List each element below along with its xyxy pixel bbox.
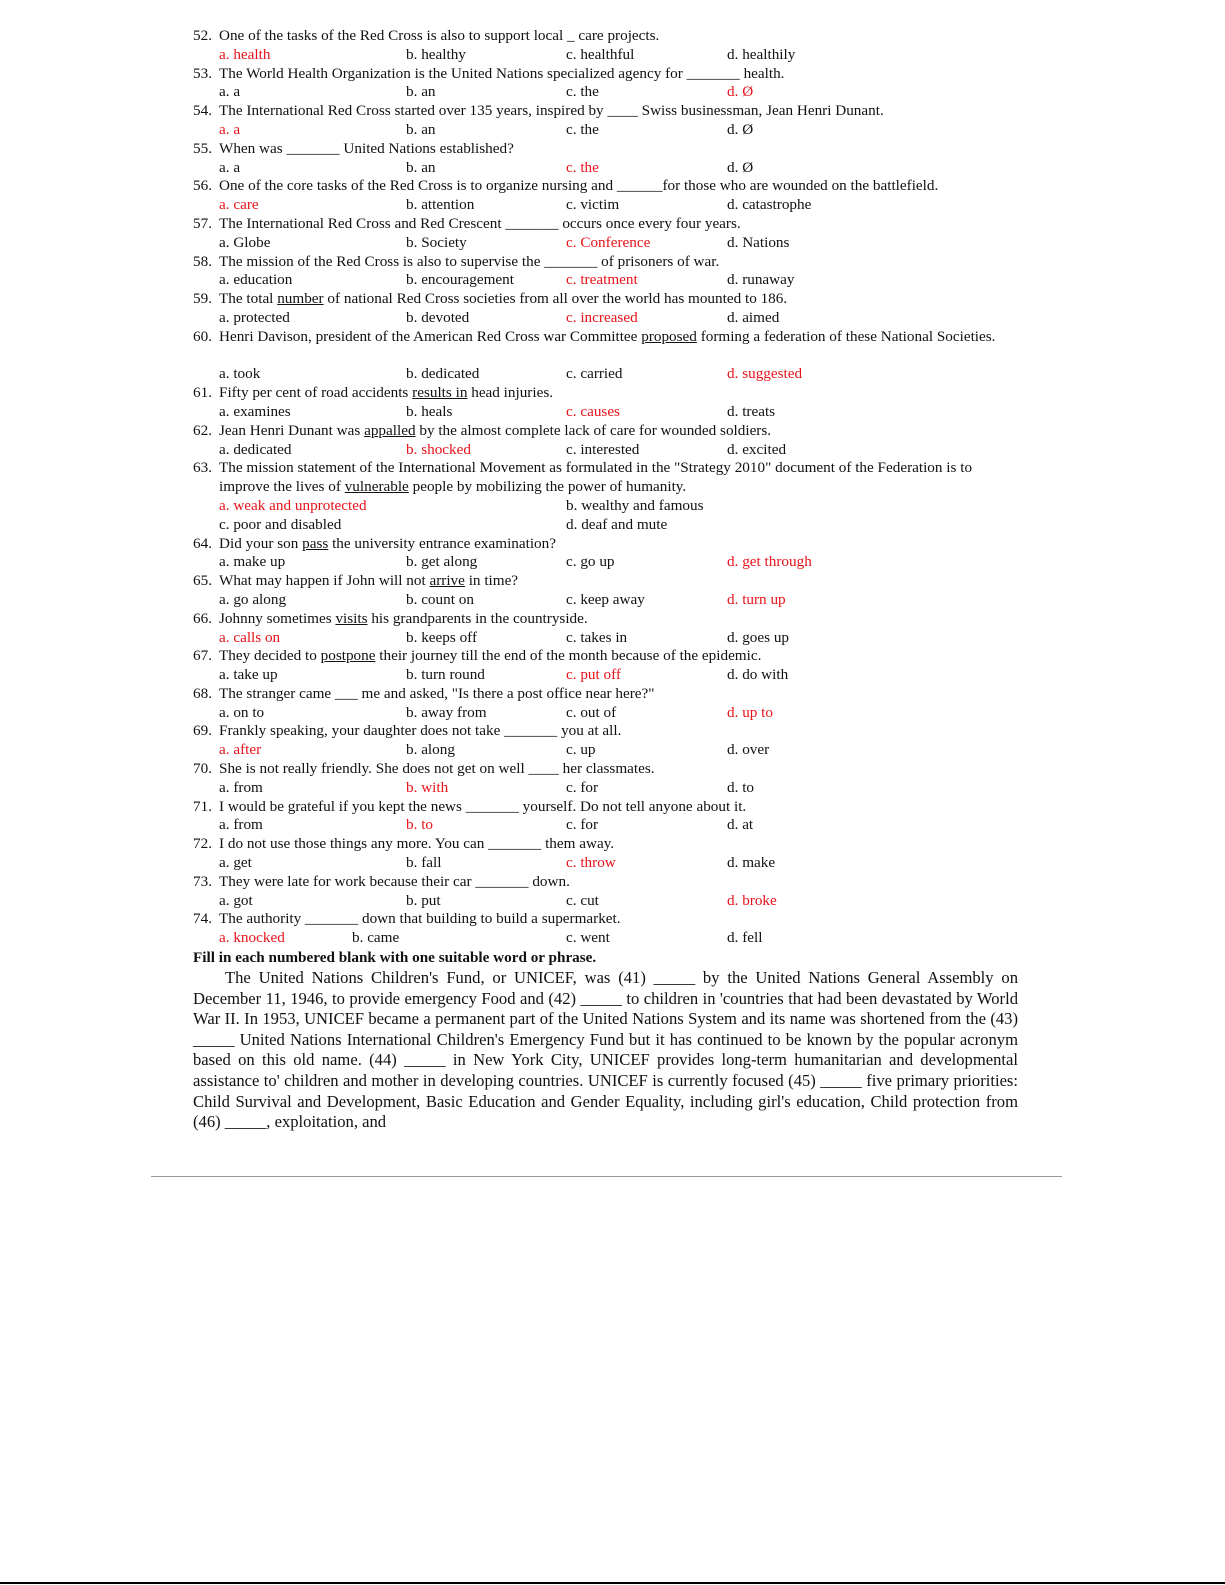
question-57 xyxy=(193,215,1018,234)
options-row xyxy=(193,929,1018,948)
question-text-segment: Johnny sometimes xyxy=(219,609,336,627)
question-number: 60. xyxy=(193,327,212,345)
options-row xyxy=(193,271,1018,290)
question-text xyxy=(219,422,1018,441)
correct-answer-option: a. a xyxy=(219,120,241,138)
question-text xyxy=(219,722,1018,741)
options-row xyxy=(193,516,1018,535)
question-text xyxy=(219,835,1018,854)
question-text-segment: The stranger came ___ me and asked, "Is there a post office near here?" xyxy=(219,684,655,702)
answer-option: a. got xyxy=(219,891,253,909)
question-64 xyxy=(193,535,1018,554)
question-text-segment: in time? xyxy=(464,572,519,590)
answer-option: d. make xyxy=(727,854,776,872)
correct-answer-option: a. calls on xyxy=(219,628,281,646)
answer-option: c. went xyxy=(566,929,610,947)
answer-option: b. an xyxy=(406,120,436,138)
question-number: 55. xyxy=(193,139,212,157)
options-row xyxy=(193,309,1018,328)
options-row xyxy=(193,629,1018,648)
question-60 xyxy=(193,328,1018,366)
question-text-segment: Frankly speaking, your daughter does not take _______ you at all. xyxy=(219,722,622,740)
answer-option: c. up xyxy=(566,741,596,759)
question-text xyxy=(219,572,1018,591)
answer-option: c. for xyxy=(566,778,599,796)
answer-option: d. do with xyxy=(727,666,789,684)
answer-option: d. healthily xyxy=(727,45,796,63)
options-row xyxy=(193,83,1018,102)
answer-option: c. cut xyxy=(566,891,599,909)
answer-option: d. at xyxy=(727,816,754,834)
question-number: 63. xyxy=(193,459,212,477)
question-66 xyxy=(193,610,1018,629)
options-row xyxy=(193,497,1018,516)
worksheet-page xyxy=(193,27,1018,1133)
correct-answer-option: c. Conference xyxy=(566,233,651,251)
options-row xyxy=(193,403,1018,422)
question-number: 70. xyxy=(193,760,212,778)
answer-option: b. devoted xyxy=(406,308,470,326)
question-58 xyxy=(193,253,1018,272)
correct-answer-option: a. care xyxy=(219,196,259,214)
question-62 xyxy=(193,422,1018,441)
question-63 xyxy=(193,459,1018,497)
answer-option: a. get xyxy=(219,854,252,872)
question-text xyxy=(219,685,1018,704)
underlined-word: postpone xyxy=(320,647,376,665)
answer-option: b. an xyxy=(406,83,436,101)
question-text xyxy=(219,140,1018,159)
question-text-segment: They were late for work because their car _______ down. xyxy=(219,872,570,890)
answer-option: c. out of xyxy=(566,703,617,721)
options-row xyxy=(193,159,1018,178)
answer-option: b. an xyxy=(406,158,436,176)
question-number: 56. xyxy=(193,177,212,195)
answer-option: b. came xyxy=(352,929,400,947)
answer-option: a. from xyxy=(219,816,263,834)
question-text-segment: The International Red Cross and Red Crescent _______ occurs once every four years. xyxy=(219,214,741,232)
answer-option: a. a xyxy=(219,83,241,101)
options-row xyxy=(193,365,1018,384)
question-text xyxy=(219,647,1018,666)
answer-option: a. from xyxy=(219,778,263,796)
question-65 xyxy=(193,572,1018,591)
answer-option: d. treats xyxy=(727,402,776,420)
answer-option: a. a xyxy=(219,158,241,176)
answer-option: c. poor and disabled xyxy=(219,515,342,533)
correct-answer-option: c. treatment xyxy=(566,271,638,289)
question-number: 62. xyxy=(193,421,212,439)
answer-option: a. take up xyxy=(219,666,278,684)
question-number: 69. xyxy=(193,722,212,740)
question-number: 65. xyxy=(193,572,212,590)
question-text xyxy=(219,215,1018,234)
question-text xyxy=(219,102,1018,121)
question-text-segment: by the almost complete lack of care for wounded soldiers. xyxy=(415,421,772,439)
question-text-segment: I do not use those things any more. You can _______ them away. xyxy=(219,835,615,853)
question-text-segment: head injuries. xyxy=(467,384,554,402)
question-text-segment: They decided to xyxy=(219,647,321,665)
answer-option: c. takes in xyxy=(566,628,628,646)
question-text-segment: The International Red Cross started over 135 years, inspired by ____ Swiss businessman, Jean Henri Dunant. xyxy=(219,102,884,120)
question-text-segment: The mission statement of the International Movement as formulated in the "Strategy 2010" document of the Federation is to improve the lives of xyxy=(219,459,973,496)
question-text xyxy=(219,610,1018,629)
answer-option: a. dedicated xyxy=(219,440,292,458)
question-68 xyxy=(193,685,1018,704)
answer-option: d. catastrophe xyxy=(727,196,812,214)
answer-option: c. interested xyxy=(566,440,640,458)
question-number: 72. xyxy=(193,835,212,853)
underlined-word: proposed xyxy=(641,327,697,345)
question-number: 74. xyxy=(193,910,212,928)
underlined-word: vulnerable xyxy=(344,478,409,496)
answer-option: d. aimed xyxy=(727,308,780,326)
question-text xyxy=(219,459,1018,497)
answer-option: b. heals xyxy=(406,402,453,420)
question-text xyxy=(219,27,1018,46)
question-number: 59. xyxy=(193,290,212,308)
question-text-segment: When was _______ United Nations established? xyxy=(219,139,514,157)
answer-option: a. make up xyxy=(219,553,286,571)
answer-option: c. the xyxy=(566,83,599,101)
correct-answer-option: d. broke xyxy=(727,891,777,909)
question-text xyxy=(219,253,1018,272)
answer-option: b. turn round xyxy=(406,666,485,684)
correct-answer-option: a. after xyxy=(219,741,262,759)
question-text-segment: Did your son xyxy=(219,534,303,552)
answer-option: a. go along xyxy=(219,590,287,608)
answer-option: a. examines xyxy=(219,402,291,420)
question-text-segment: Jean Henri Dunant was xyxy=(219,421,365,439)
correct-answer-option: a. health xyxy=(219,45,271,63)
answer-option: a. on to xyxy=(219,703,265,721)
question-text xyxy=(219,760,1018,779)
options-row xyxy=(193,234,1018,253)
answer-option: c. for xyxy=(566,816,599,834)
correct-answer-option: c. the xyxy=(566,158,599,176)
answer-option: d. to xyxy=(727,778,755,796)
question-text xyxy=(219,910,1018,929)
question-59 xyxy=(193,290,1018,309)
options-row xyxy=(193,666,1018,685)
question-number: 68. xyxy=(193,684,212,702)
answer-option: d. runaway xyxy=(727,271,795,289)
correct-answer-option: a. knocked xyxy=(219,929,285,947)
question-73 xyxy=(193,873,1018,892)
answer-option: c. the xyxy=(566,120,599,138)
correct-answer-option: c. increased xyxy=(566,308,638,326)
question-55 xyxy=(193,140,1018,159)
answer-option: b. get along xyxy=(406,553,478,571)
question-70 xyxy=(193,760,1018,779)
question-text xyxy=(219,328,1018,347)
correct-answer-option: d. get through xyxy=(727,553,812,571)
question-text-segment: their journey till the end of the month because of the epidemic. xyxy=(375,647,762,665)
answer-option: a. took xyxy=(219,365,261,383)
question-text xyxy=(219,798,1018,817)
correct-answer-option: b. with xyxy=(406,778,449,796)
answer-option: a. education xyxy=(219,271,293,289)
options-row xyxy=(193,553,1018,572)
question-text-segment: of national Red Cross societies from all over the world has mounted to 186. xyxy=(323,290,788,308)
options-row xyxy=(193,741,1018,760)
underlined-word: appalled xyxy=(364,421,416,439)
options-row xyxy=(193,779,1018,798)
answer-option: d. fell xyxy=(727,929,763,947)
question-text-segment: One of the tasks of the Red Cross is also to support local _ care projects. xyxy=(219,27,660,44)
question-52 xyxy=(193,27,1018,46)
question-text-segment: his grandparents in the countryside. xyxy=(367,609,588,627)
question-number: 52. xyxy=(193,27,212,44)
question-number: 61. xyxy=(193,384,212,402)
answer-option: b. wealthy and famous xyxy=(566,496,704,514)
question-number: 58. xyxy=(193,252,212,270)
question-number: 71. xyxy=(193,797,212,815)
question-56 xyxy=(193,177,1018,196)
question-text xyxy=(219,873,1018,892)
question-text-segment: One of the core tasks of the Red Cross is to organize nursing and ______for those who are wounded on the battlefield. xyxy=(219,177,939,195)
underlined-word: visits xyxy=(335,609,368,627)
options-row xyxy=(193,121,1018,140)
answer-option: b. away from xyxy=(406,703,487,721)
question-69 xyxy=(193,722,1018,741)
question-number: 57. xyxy=(193,214,212,232)
question-text-segment: She is not really friendly. She does not get on well ____ her classmates. xyxy=(219,760,655,778)
underlined-word: number xyxy=(277,290,324,308)
answer-option: c. healthful xyxy=(566,45,635,63)
question-61 xyxy=(193,384,1018,403)
answer-option: d. Ø xyxy=(727,158,754,176)
answer-option: b. fall xyxy=(406,854,442,872)
question-text-segment: The authority _______ down that building to build a supermarket. xyxy=(219,910,621,928)
answer-option: d. excited xyxy=(727,440,787,458)
options-row xyxy=(193,892,1018,911)
section-heading: Fill in each numbered blank with one suitable word or phrase. xyxy=(193,949,597,967)
question-72 xyxy=(193,835,1018,854)
answer-option: c. keep away xyxy=(566,590,645,608)
correct-answer-option: b. to xyxy=(406,816,434,834)
options-row xyxy=(193,196,1018,215)
question-text xyxy=(219,177,1018,196)
correct-answer-option: c. throw xyxy=(566,854,616,872)
page-bottom-border xyxy=(0,1582,1225,1584)
answer-option: b. encouragement xyxy=(406,271,514,289)
answer-option: b. count on xyxy=(406,590,474,608)
question-text xyxy=(219,290,1018,309)
question-text-segment: The World Health Organization is the United Nations specialized agency for _______ health. xyxy=(219,64,785,82)
answer-option: b. attention xyxy=(406,196,475,214)
options-row xyxy=(193,816,1018,835)
options-row xyxy=(193,854,1018,873)
options-row xyxy=(193,591,1018,610)
correct-answer-option: c. causes xyxy=(566,402,620,420)
question-text xyxy=(219,384,1018,403)
correct-answer-option: c. put off xyxy=(566,666,621,684)
answer-option: c. go up xyxy=(566,553,615,571)
question-53 xyxy=(193,65,1018,84)
answer-option: d. over xyxy=(727,741,770,759)
page-divider xyxy=(151,1176,1062,1177)
correct-answer-option: d. suggested xyxy=(727,365,803,383)
question-text-segment: the university entrance examination? xyxy=(328,534,556,552)
correct-answer-option: d. up to xyxy=(727,703,773,721)
question-text-segment: I would be grateful if you kept the news _______ yourself. Do not tell anyone about it. xyxy=(219,797,747,815)
options-row xyxy=(193,704,1018,723)
underlined-word: pass xyxy=(302,534,329,552)
underlined-word: arrive xyxy=(429,572,465,590)
answer-option: d. goes up xyxy=(727,628,790,646)
answer-option: b. put xyxy=(406,891,441,909)
answer-option: d. deaf and mute xyxy=(566,515,668,533)
options-row xyxy=(193,441,1018,460)
answer-option: d. Ø xyxy=(727,120,754,138)
question-text-segment: What may happen if John will not xyxy=(219,572,430,590)
answer-option: c. victim xyxy=(566,196,620,214)
question-74 xyxy=(193,910,1018,929)
correct-answer-option: d. Ø xyxy=(727,83,754,101)
answer-option: b. Society xyxy=(406,233,467,251)
answer-option: b. along xyxy=(406,741,455,759)
options-row xyxy=(193,46,1018,65)
question-text-segment: The mission of the Red Cross is also to supervise the _______ of prisoners of war. xyxy=(219,252,720,270)
underlined-word: results in xyxy=(412,384,468,402)
correct-answer-option: a. weak and unprotected xyxy=(219,496,367,514)
answer-option: a. protected xyxy=(219,308,290,326)
question-text-segment: Fifty per cent of road accidents xyxy=(219,384,413,402)
answer-option: b. healthy xyxy=(406,45,466,63)
question-number: 54. xyxy=(193,102,212,120)
question-71 xyxy=(193,798,1018,817)
answer-option: a. Globe xyxy=(219,233,271,251)
question-list xyxy=(193,27,1018,948)
question-number: 66. xyxy=(193,609,212,627)
answer-option: d. Nations xyxy=(727,233,790,251)
question-text-segment: forming a federation of these National Societies. xyxy=(696,327,996,345)
question-text-segment: The total xyxy=(219,290,278,308)
question-text xyxy=(219,65,1018,84)
question-number: 67. xyxy=(193,647,212,665)
answer-option: b. dedicated xyxy=(406,365,480,383)
question-54 xyxy=(193,102,1018,121)
question-67 xyxy=(193,647,1018,666)
question-number: 73. xyxy=(193,872,212,890)
passage-paragraph: The United Nations Children's Fund, or UNICEF, was (41) _____ by the United Nations General Assembly on December 11, 1946, to provide emergency Food and (42) _____ to children in 'countries that had been devastated by World War II. In 1953, UNICEF became a permanent part of the United Nations System and its name was shortened from the (43) _____ United Nations International Children's Emergency Fund but it has continued to be known by the popular acronym based on this old name. (44) _____ in New York City, UNICEF provides long-term humanitarian and developmental assistance to' children and mother in developing countries. UNICEF is currently focused (45) _____ five primary priorities: Child Survival and Development, Basic Education and Gender Equality, including girl's education, Child protection from (46) _____, exploitation, and xyxy=(193,968,1018,1132)
question-text-segment: Henri Davison, president of the American Red Cross war Committee xyxy=(219,327,642,345)
question-text-segment: people by mobilizing the power of humanity. xyxy=(408,478,687,496)
question-number: 64. xyxy=(193,534,212,552)
correct-answer-option: d. turn up xyxy=(727,590,786,608)
correct-answer-option: b. shocked xyxy=(406,440,471,458)
question-text xyxy=(219,535,1018,554)
answer-option: b. keeps off xyxy=(406,628,477,646)
question-number: 53. xyxy=(193,64,212,82)
answer-option: c. carried xyxy=(566,365,623,383)
